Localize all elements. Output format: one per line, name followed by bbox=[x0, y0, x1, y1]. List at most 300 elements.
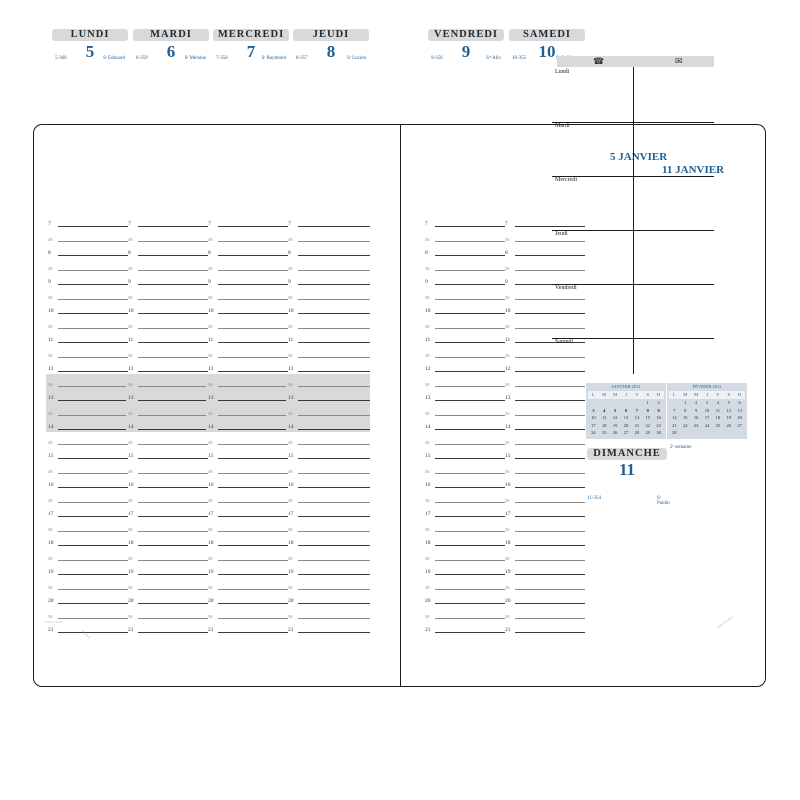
hour-line[interactable] bbox=[423, 591, 505, 606]
hour-line[interactable] bbox=[46, 504, 128, 519]
hour-line[interactable] bbox=[46, 359, 128, 374]
half-hour-line[interactable] bbox=[206, 374, 288, 389]
writing-line bbox=[515, 603, 585, 604]
writing-line bbox=[435, 574, 505, 575]
hour-label: 16 bbox=[128, 482, 134, 488]
writing-line bbox=[138, 226, 208, 227]
hour-label: 18 bbox=[208, 540, 214, 546]
day-saint: Sᵗ Édouard bbox=[103, 56, 125, 61]
hour-label: 30 bbox=[425, 555, 430, 561]
hour-label: 30 bbox=[208, 265, 213, 271]
hour-label: 30 bbox=[208, 526, 213, 532]
half-hour-line[interactable] bbox=[423, 577, 505, 592]
hour-line[interactable] bbox=[206, 446, 288, 461]
hour-label: 30 bbox=[128, 526, 133, 532]
writing-line bbox=[515, 429, 585, 430]
hour-label: 30 bbox=[48, 584, 53, 590]
hour-line[interactable] bbox=[423, 330, 505, 345]
calendar-day bbox=[599, 399, 610, 407]
hour-line[interactable] bbox=[126, 330, 208, 345]
hour-line[interactable] bbox=[286, 475, 370, 490]
half-hour-line[interactable] bbox=[423, 490, 505, 505]
half-hour-line[interactable] bbox=[126, 287, 208, 302]
hour-line[interactable] bbox=[126, 388, 208, 403]
hour-line[interactable] bbox=[286, 620, 370, 635]
hour-line[interactable] bbox=[423, 533, 505, 548]
hour-line[interactable] bbox=[126, 533, 208, 548]
writing-line bbox=[515, 589, 585, 590]
half-hour-line[interactable] bbox=[286, 519, 370, 534]
week-row-mercredi[interactable] bbox=[552, 175, 714, 231]
weekday-label: L bbox=[669, 391, 680, 399]
hour-line[interactable] bbox=[423, 504, 505, 519]
hour-line[interactable] bbox=[206, 330, 288, 345]
hour-label: 30 bbox=[208, 468, 213, 474]
half-hour-line[interactable] bbox=[126, 606, 208, 621]
half-hour-line[interactable] bbox=[206, 229, 288, 244]
hour-label: 30 bbox=[48, 555, 53, 561]
calendar-day: 29 bbox=[645, 430, 650, 435]
day-header-1 bbox=[133, 29, 209, 67]
half-hour-line[interactable] bbox=[286, 577, 370, 592]
hour-label: 18 bbox=[48, 540, 54, 546]
calendar-day: 3 bbox=[705, 400, 709, 405]
hour-label: 30 bbox=[288, 294, 293, 300]
hour-line[interactable] bbox=[126, 359, 208, 374]
hour-label: 30 bbox=[128, 352, 133, 358]
hour-label: 30 bbox=[128, 497, 133, 503]
calendar-day bbox=[610, 399, 621, 407]
calendar-day bbox=[691, 429, 702, 437]
half-hour-line[interactable] bbox=[503, 490, 585, 505]
day-code: 10-355 bbox=[512, 56, 527, 61]
writing-line bbox=[435, 357, 505, 358]
half-hour-line[interactable] bbox=[423, 374, 505, 389]
hour-line[interactable] bbox=[46, 388, 128, 403]
hour-line[interactable] bbox=[286, 359, 370, 374]
writing-line bbox=[435, 516, 505, 517]
writing-line bbox=[435, 342, 505, 343]
half-hour-line[interactable] bbox=[46, 432, 128, 447]
writing-line bbox=[515, 400, 585, 401]
half-hour-line[interactable] bbox=[206, 461, 288, 476]
half-hour-line[interactable] bbox=[286, 432, 370, 447]
hour-label: 30 bbox=[128, 439, 133, 445]
hour-label: 11 bbox=[128, 337, 134, 343]
writing-line bbox=[138, 516, 208, 517]
writing-line bbox=[515, 502, 585, 503]
calendar-day: 4 bbox=[603, 407, 606, 413]
hour-label: 7 bbox=[425, 221, 428, 227]
hour-label: 20 bbox=[48, 598, 54, 604]
writing-line bbox=[138, 284, 208, 285]
half-hour-line[interactable] bbox=[286, 374, 370, 389]
writing-line bbox=[58, 603, 128, 604]
half-hour-line[interactable] bbox=[46, 345, 128, 360]
day-code: 6-359 bbox=[136, 56, 148, 61]
hour-line[interactable] bbox=[286, 388, 370, 403]
calendar-day: 5 bbox=[727, 400, 730, 405]
week-start-title: 5 JANVIER bbox=[610, 151, 668, 163]
writing-line bbox=[435, 545, 505, 546]
half-hour-line[interactable] bbox=[503, 577, 585, 592]
hour-line[interactable] bbox=[126, 562, 208, 577]
hour-line[interactable] bbox=[206, 504, 288, 519]
half-hour-line[interactable] bbox=[46, 606, 128, 621]
writing-line bbox=[58, 516, 128, 517]
hour-line[interactable] bbox=[206, 417, 288, 432]
half-hour-line[interactable] bbox=[286, 258, 370, 273]
hour-label: 30 bbox=[128, 584, 133, 590]
writing-line bbox=[435, 415, 505, 416]
half-hour-line[interactable] bbox=[503, 403, 585, 418]
weekday-label: D bbox=[734, 391, 745, 399]
hour-label: 18 bbox=[425, 540, 431, 546]
hour-line[interactable] bbox=[46, 591, 128, 606]
half-hour-line[interactable] bbox=[286, 490, 370, 505]
half-hour-line[interactable] bbox=[126, 548, 208, 563]
hour-line[interactable] bbox=[206, 475, 288, 490]
hour-label: 30 bbox=[505, 381, 510, 387]
hour-line[interactable] bbox=[46, 272, 128, 287]
writing-line bbox=[218, 241, 288, 242]
writing-line bbox=[218, 589, 288, 590]
hour-line[interactable] bbox=[206, 272, 288, 287]
day-header-0 bbox=[52, 29, 128, 67]
day-header-3 bbox=[293, 29, 369, 67]
half-hour-line[interactable] bbox=[126, 374, 208, 389]
half-hour-line[interactable] bbox=[206, 403, 288, 418]
hour-line[interactable] bbox=[286, 417, 370, 432]
writing-line bbox=[138, 241, 208, 242]
hour-line[interactable] bbox=[206, 301, 288, 316]
writing-line bbox=[298, 574, 370, 575]
hour-line[interactable] bbox=[126, 446, 208, 461]
half-hour-line[interactable] bbox=[46, 519, 128, 534]
day-name: JEUDI bbox=[293, 29, 369, 41]
hour-line[interactable] bbox=[503, 504, 585, 519]
half-hour-line[interactable] bbox=[206, 490, 288, 505]
hour-label: 30 bbox=[208, 613, 213, 619]
writing-line bbox=[218, 226, 288, 227]
half-hour-line[interactable] bbox=[126, 258, 208, 273]
writing-line bbox=[58, 400, 128, 401]
hour-line[interactable] bbox=[286, 562, 370, 577]
half-hour-line[interactable] bbox=[206, 287, 288, 302]
writing-line bbox=[218, 400, 288, 401]
hour-line[interactable] bbox=[126, 504, 208, 519]
hour-line[interactable] bbox=[286, 591, 370, 606]
calendar-day: 11 bbox=[715, 407, 721, 413]
writing-line bbox=[435, 284, 505, 285]
hour-line[interactable] bbox=[46, 243, 128, 258]
half-hour-line[interactable] bbox=[126, 577, 208, 592]
writing-line bbox=[138, 386, 208, 387]
half-hour-line[interactable] bbox=[286, 548, 370, 563]
hour-line[interactable] bbox=[423, 301, 505, 316]
hour-label: 10 bbox=[48, 308, 54, 314]
half-hour-line[interactable] bbox=[423, 461, 505, 476]
writing-line bbox=[218, 299, 288, 300]
hour-label: 30 bbox=[208, 352, 213, 358]
calendar-day: 21 bbox=[634, 422, 640, 428]
half-hour-line[interactable] bbox=[46, 229, 128, 244]
calendar-day: 20 bbox=[737, 415, 742, 420]
hour-line[interactable] bbox=[503, 417, 585, 432]
hour-label: 30 bbox=[425, 265, 430, 271]
half-hour-line[interactable] bbox=[423, 287, 505, 302]
day-name: MARDI bbox=[133, 29, 209, 41]
hour-line[interactable] bbox=[423, 620, 505, 635]
half-hour-line[interactable] bbox=[206, 345, 288, 360]
calendar-day: 3 bbox=[592, 407, 595, 413]
hour-line[interactable] bbox=[46, 562, 128, 577]
half-hour-line[interactable] bbox=[286, 316, 370, 331]
hour-line[interactable] bbox=[126, 243, 208, 258]
hour-label: 15 bbox=[505, 453, 511, 459]
half-hour-line[interactable] bbox=[286, 345, 370, 360]
half-hour-line[interactable] bbox=[286, 229, 370, 244]
half-hour-line[interactable] bbox=[126, 229, 208, 244]
hour-label: 13 bbox=[288, 395, 294, 401]
half-hour-line[interactable] bbox=[423, 258, 505, 273]
writing-line bbox=[435, 371, 505, 372]
writing-line bbox=[218, 487, 288, 488]
writing-line bbox=[435, 603, 505, 604]
writing-line bbox=[435, 226, 505, 227]
writing-line bbox=[218, 502, 288, 503]
hour-line[interactable] bbox=[206, 562, 288, 577]
hour-line[interactable] bbox=[126, 475, 208, 490]
hour-line[interactable] bbox=[503, 620, 585, 635]
hour-line[interactable] bbox=[126, 591, 208, 606]
half-hour-line[interactable] bbox=[46, 548, 128, 563]
half-hour-line[interactable] bbox=[206, 258, 288, 273]
writing-line bbox=[138, 603, 208, 604]
half-hour-line[interactable] bbox=[503, 606, 585, 621]
writing-line bbox=[138, 270, 208, 271]
half-hour-line[interactable] bbox=[206, 606, 288, 621]
half-hour-line[interactable] bbox=[126, 316, 208, 331]
hour-label: 30 bbox=[505, 468, 510, 474]
writing-line bbox=[435, 632, 505, 633]
hour-line[interactable] bbox=[206, 533, 288, 548]
hour-label: 30 bbox=[208, 236, 213, 242]
half-hour-line[interactable] bbox=[126, 403, 208, 418]
half-hour-line[interactable] bbox=[423, 316, 505, 331]
half-hour-line[interactable] bbox=[126, 490, 208, 505]
hour-label: 30 bbox=[48, 439, 53, 445]
hour-label: 30 bbox=[288, 352, 293, 358]
half-hour-line[interactable] bbox=[423, 403, 505, 418]
hour-line[interactable] bbox=[206, 243, 288, 258]
hour-label: 17 bbox=[128, 511, 134, 517]
hour-label: 30 bbox=[425, 613, 430, 619]
hour-line[interactable] bbox=[286, 533, 370, 548]
half-hour-line[interactable] bbox=[286, 287, 370, 302]
hour-label: 14 bbox=[208, 424, 214, 430]
writing-line bbox=[298, 473, 370, 474]
hour-line[interactable] bbox=[286, 272, 370, 287]
hour-label: 30 bbox=[208, 555, 213, 561]
day-number: 6 bbox=[166, 42, 176, 61]
hour-label: 13 bbox=[208, 395, 214, 401]
half-hour-line[interactable] bbox=[423, 548, 505, 563]
writing-line bbox=[58, 328, 128, 329]
hour-label: 30 bbox=[505, 497, 510, 503]
writing-line bbox=[515, 545, 585, 546]
hour-line[interactable] bbox=[286, 446, 370, 461]
hour-line[interactable] bbox=[423, 214, 505, 229]
hour-line[interactable] bbox=[423, 359, 505, 374]
writing-line bbox=[218, 545, 288, 546]
writing-line bbox=[435, 313, 505, 314]
hour-line[interactable] bbox=[423, 446, 505, 461]
half-hour-line[interactable] bbox=[206, 316, 288, 331]
half-hour-line[interactable] bbox=[503, 432, 585, 447]
half-hour-line[interactable] bbox=[126, 519, 208, 534]
half-hour-line[interactable] bbox=[423, 606, 505, 621]
hour-label: 20 bbox=[425, 598, 431, 604]
hour-label: 8 bbox=[425, 250, 428, 256]
hour-line[interactable] bbox=[46, 475, 128, 490]
hour-label: 30 bbox=[505, 439, 510, 445]
writing-line bbox=[58, 502, 128, 503]
hour-line[interactable] bbox=[423, 272, 505, 287]
half-hour-line[interactable] bbox=[126, 345, 208, 360]
calendar-day bbox=[734, 429, 745, 437]
hour-line[interactable] bbox=[46, 417, 128, 432]
half-hour-line[interactable] bbox=[503, 548, 585, 563]
half-hour-line[interactable] bbox=[423, 345, 505, 360]
half-hour-line[interactable] bbox=[46, 403, 128, 418]
hour-line[interactable] bbox=[423, 562, 505, 577]
hour-label: 30 bbox=[505, 526, 510, 532]
half-hour-line[interactable] bbox=[46, 461, 128, 476]
half-hour-line[interactable] bbox=[286, 403, 370, 418]
calendar-day: 7 bbox=[673, 407, 676, 413]
week-row-vendredi[interactable] bbox=[552, 283, 714, 339]
hour-line[interactable] bbox=[423, 475, 505, 490]
half-hour-line[interactable] bbox=[46, 490, 128, 505]
weekday-label: J bbox=[621, 391, 632, 399]
hour-line[interactable] bbox=[503, 591, 585, 606]
hour-line[interactable] bbox=[206, 214, 288, 229]
hour-line[interactable] bbox=[46, 330, 128, 345]
hour-line[interactable] bbox=[206, 620, 288, 635]
calendar-day: 26 bbox=[726, 422, 731, 428]
hour-line[interactable] bbox=[503, 533, 585, 548]
hour-label: 30 bbox=[425, 526, 430, 532]
half-hour-line[interactable] bbox=[423, 229, 505, 244]
hour-label: 30 bbox=[128, 468, 133, 474]
hour-line[interactable] bbox=[126, 214, 208, 229]
week-row-label: Samedi bbox=[555, 339, 573, 345]
writing-line bbox=[435, 473, 505, 474]
hour-label: 12 bbox=[208, 366, 214, 372]
calendar-day: 20 bbox=[623, 422, 629, 428]
half-hour-line[interactable] bbox=[423, 519, 505, 534]
writing-line bbox=[58, 241, 128, 242]
day-code: 9-356 bbox=[431, 56, 443, 61]
hour-line[interactable] bbox=[423, 417, 505, 432]
hour-line[interactable] bbox=[46, 214, 128, 229]
half-hour-line[interactable] bbox=[46, 258, 128, 273]
half-hour-line[interactable] bbox=[286, 606, 370, 621]
writing-line bbox=[218, 342, 288, 343]
hour-line[interactable] bbox=[126, 620, 208, 635]
writing-line bbox=[138, 342, 208, 343]
hour-line[interactable] bbox=[126, 301, 208, 316]
hour-line[interactable] bbox=[286, 243, 370, 258]
week-row-jeudi[interactable] bbox=[552, 229, 714, 285]
writing-line bbox=[218, 328, 288, 329]
hour-line[interactable] bbox=[206, 388, 288, 403]
hour-line[interactable] bbox=[46, 446, 128, 461]
hour-line[interactable] bbox=[286, 504, 370, 519]
calendar-day: 12 bbox=[726, 407, 731, 413]
hour-line[interactable] bbox=[46, 301, 128, 316]
hour-label: 30 bbox=[128, 410, 133, 416]
hour-label: 30 bbox=[505, 323, 510, 329]
half-hour-line[interactable] bbox=[126, 461, 208, 476]
hour-line[interactable] bbox=[286, 330, 370, 345]
hour-label: 10 bbox=[425, 308, 431, 314]
half-hour-line[interactable] bbox=[46, 287, 128, 302]
half-hour-line[interactable] bbox=[503, 519, 585, 534]
calendar-day: 19 bbox=[612, 422, 618, 428]
half-hour-line[interactable] bbox=[46, 577, 128, 592]
hour-label: 30 bbox=[128, 323, 133, 329]
half-hour-line[interactable] bbox=[206, 577, 288, 592]
writing-line bbox=[435, 299, 505, 300]
half-hour-line[interactable] bbox=[206, 548, 288, 563]
calendar-day: 22 bbox=[645, 422, 650, 428]
half-hour-line[interactable] bbox=[46, 374, 128, 389]
week-row-mardi[interactable] bbox=[552, 121, 714, 177]
hour-line[interactable] bbox=[126, 272, 208, 287]
day-header-right-0 bbox=[428, 29, 504, 67]
hour-line[interactable] bbox=[423, 388, 505, 403]
hour-line[interactable] bbox=[286, 214, 370, 229]
hour-line[interactable] bbox=[423, 243, 505, 258]
hour-line[interactable] bbox=[503, 562, 585, 577]
half-hour-line[interactable] bbox=[286, 461, 370, 476]
writing-line bbox=[515, 531, 585, 532]
weekday-label: D bbox=[653, 391, 664, 399]
writing-line bbox=[298, 386, 370, 387]
writing-line bbox=[218, 516, 288, 517]
hour-line[interactable] bbox=[46, 533, 128, 548]
hour-label: 30 bbox=[48, 294, 53, 300]
hour-line[interactable] bbox=[126, 417, 208, 432]
day-saint: Sᵗ Raymond bbox=[261, 56, 286, 61]
writing-line bbox=[298, 632, 370, 633]
hour-line[interactable] bbox=[206, 591, 288, 606]
hour-label: 12 bbox=[425, 366, 431, 372]
hour-line[interactable] bbox=[286, 301, 370, 316]
half-hour-line[interactable] bbox=[423, 432, 505, 447]
half-hour-line[interactable] bbox=[126, 432, 208, 447]
writing-line bbox=[435, 444, 505, 445]
hour-label: 9 bbox=[128, 279, 131, 285]
half-hour-line[interactable] bbox=[206, 519, 288, 534]
half-hour-line[interactable] bbox=[206, 432, 288, 447]
hour-line[interactable] bbox=[206, 359, 288, 374]
half-hour-line[interactable] bbox=[46, 316, 128, 331]
week-row-lundi[interactable] bbox=[552, 67, 714, 123]
hour-label: 21 bbox=[425, 627, 431, 633]
